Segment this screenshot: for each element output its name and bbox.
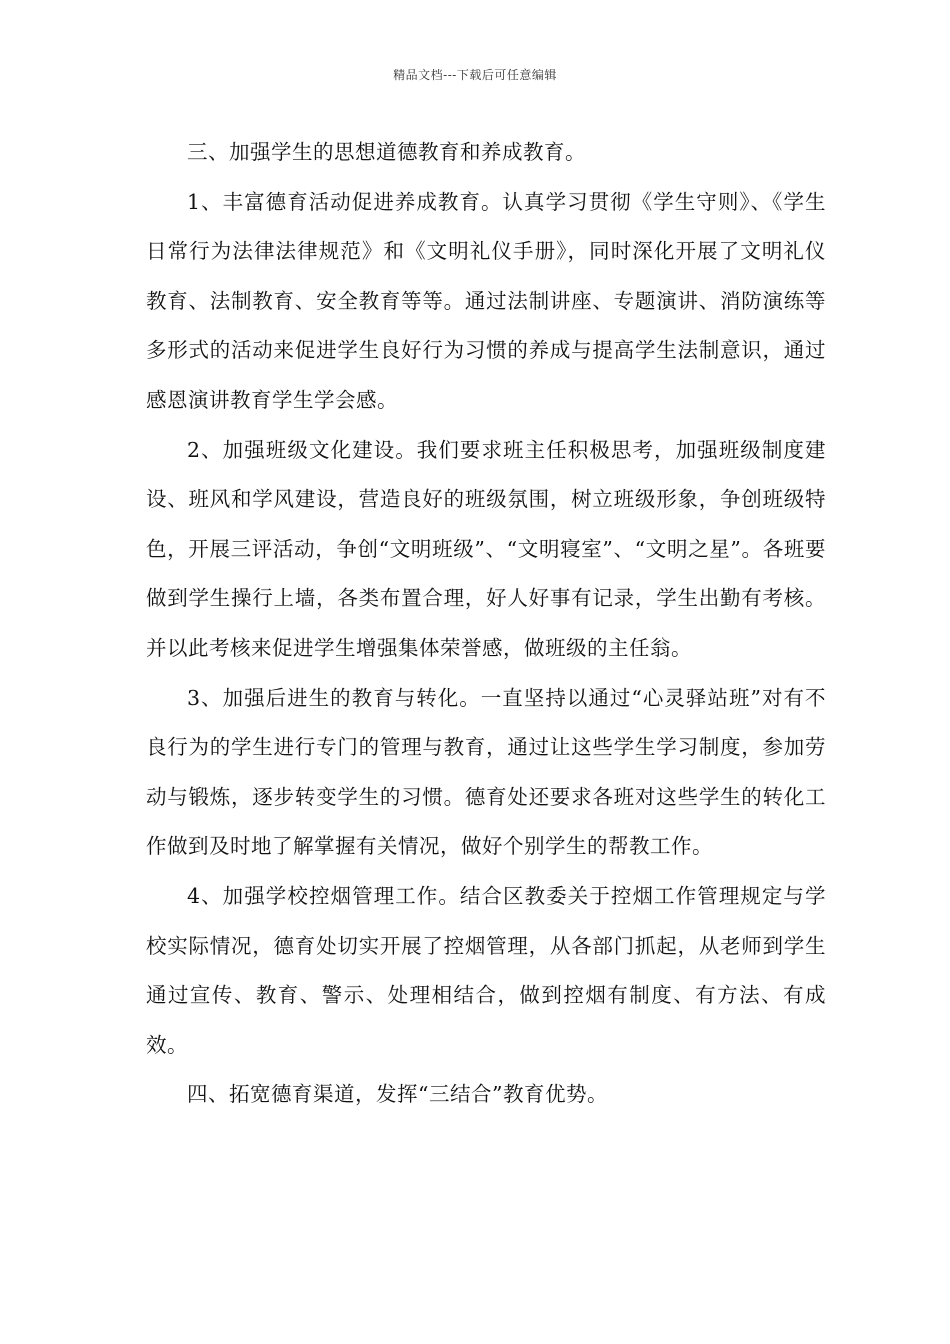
section-heading-4: 四、拓宽德育渠道，发挥“三结合”教育优势。 (187, 1082, 608, 1107)
paragraph-item-3: 3、加强后进生的教育与转化。一直坚持以通过“心灵驿站班”对有不良行为的学生进行专门的管理与教育，通过让这些学生学习制度，参加劳动与锻炼，逐步转变学生的习惯。德育处还要求各班对这些学生的转化工作做到及时地了解掌握有关情况，做好个别学生的帮教工作。 (146, 685, 826, 859)
document-body (146, 128, 826, 1120)
paragraph-item-1: 1、丰富德育活动促进养成教育。认真学习贯彻《学生守则》、《学生日常行为法律法律规范》和《文明礼仪手册》，同时深化开展了文明礼仪教育、法制教育、安全教育等等。通过法制讲座、专题演讲、消防演练等多形式的活动来促进学生良好行为习惯的养成与提高学生法制意识，通过感恩演讲教育学生学会感。 (146, 189, 826, 412)
page-header: 精品文档---下载后可任意编辑 (393, 68, 557, 82)
section-heading-3: 三、加强学生的思想道德教育和养成教育。 (187, 140, 586, 164)
paragraph-item-4: 4、加强学校控烟管理工作。结合区教委关于控烟工作管理规定与学校实际情况，德育处切实开展了控烟管理，从各部门抓起，从老师到学生通过宣传、教育、警示、处理相结合，做到控烟有制度、有方法、有成效。 (146, 883, 826, 1057)
paragraph-item-2: 2、加强班级文化建设。我们要求班主任积极思考，加强班级制度建设、班风和学风建设，营造良好的班级氛围，树立班级形象，争创班级特色，开展三评活动，争创“文明班级”、“文明寝室”、“文明之星”。各班要做到学生操行上墙，各类布置合理，好人好事有记录，学生出勤有考核。并以此考核来促进学生增强集体荣誉感，做班级的主任翁。 (146, 437, 826, 660)
